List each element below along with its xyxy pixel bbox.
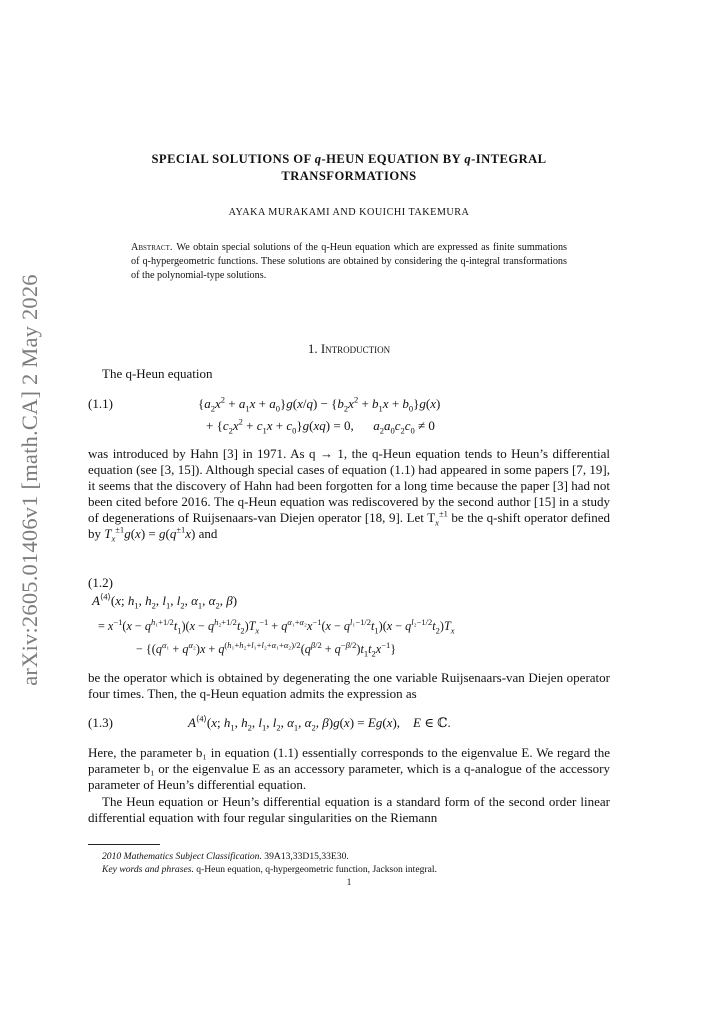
abstract-text: We obtain special solutions of the q-Heun equation which are expressed as finite summations of q-hypergeometric functions. These solutions are obtained by considering the q-integral transformations of the polynomial-type solutions.	[131, 242, 567, 281]
equation-1-2-rhs-line2: − $\{(q^{\alpha_1} + q^{\alpha_2})x + q^{(h_1+h_2+l_1+l_2+\alpha_1+\alpha_2)/2}(q^{\beta/2} + q^{-\beta/2})t_1t_2x^{-1}\}$	[136, 639, 397, 659]
equation-1-1-line2: + $\{c_2x^2 + c_1x + c_0\}g(xq) = 0$, $a_2a_0c_2c_0 \ne 0$	[206, 416, 435, 436]
arxiv-identifier: arXiv:2605.01406v1 [math.CA] 2 May 2026	[17, 274, 42, 686]
footnote-msc: 2010 Mathematics Subject Classification. 39A13,33D15,33E30.	[102, 851, 349, 862]
equation-number: (1.3)	[88, 715, 113, 730]
equation-1-2-lhs: $A^{⟨4⟩}(x$; $h_1$, $h_2$, $l_1$, $l_2$, $\alpha_1$, $\alpha_2$, β)	[92, 591, 238, 611]
equation-number: (1.2)	[88, 575, 113, 590]
paragraph-history: was introduced by Hahn [3] in 1971. As q → 1, the q-Heun equation tends to Heun’s differential equation (see [3, 15]). Although special cases of equation (1.1) had appeared in some papers [7, 19], it seems that the discovery of Hahn had been forgotten for a long time because the paper [3] had not been cited before 2016. The q-Heun equation was rediscovered by the second author [15] in a study of degenerations of Ruijsenaars-van Diejen operator [18, 9]. Let $T_x^{\pm 1}$ be the q-shift operator defined by $T_x^{\pm 1}g(x) = g(q^{\pm 1}x)$ and	[88, 446, 610, 544]
paragraph-operator: be the operator which is obtained by degenerating the one variable Ruijsenaars-van Diejen operator four times. Then, the q-Heun equation admits the expression as	[88, 670, 610, 701]
page-number: 1	[346, 877, 352, 888]
section-heading: 1. Introduction	[307, 341, 391, 356]
equation-number: (1.1)	[88, 396, 113, 411]
abstract	[131, 241, 567, 283]
footnote-keywords: Key words and phrases. q-Heun equation, q-hypergeometric function, Jackson integral.	[102, 864, 437, 875]
paragraph-intro: The q-Heun equation	[102, 366, 213, 381]
equation-1-2-rhs-line1: = $x^{-1}(x - q^{h_1+1/2}t_1)(x - q^{h_2+1/2}t_2)T_x^{-1} + q^{\alpha_1+\alpha_2}x^{-1}(x - q^{l_1-1/2}t_1)(x - q^{l_2-1/2}t_2)T_x$	[98, 616, 455, 636]
paragraph-parameter: Here, the parameter b₁ in equation (1.1) essentially corresponds to the eigenvalue E. We regard the parameter b₁ or the eigenvalue E as an accessory parameter, which is a q-analogue of the accessory parameter of Heun’s differential equation.	[88, 745, 610, 792]
equation-1-3: $A^{⟨4⟩}(x$; $h_1$, $h_2$, $l_1$, $l_2$, $\alpha_1$, $\alpha_2$, β)g(x) = Eg(x), E ∈ ℂ.	[188, 713, 451, 733]
authors: AYAKA MURAKAMI AND KOUICHI TAKEMURA	[228, 207, 470, 218]
paper-title: SPECIAL SOLUTIONS OF q-HEUN EQUATION BY q-INTEGRAL TRANSFORMATIONS	[151, 152, 547, 183]
equation-1-1-line1: $\{a_2x^2 + a_1x + a_0\}g(x/q) - \{b_2x^2 + b_1x + b_0\}g(x)$	[198, 394, 441, 414]
paragraph-heun: The Heun equation or Heun’s differential equation is a standard form of the second order linear differential equation with four regular singularities on the Riemann	[88, 794, 610, 825]
abstract-label: Abstract.	[131, 242, 173, 253]
footnote-rule	[88, 844, 160, 845]
